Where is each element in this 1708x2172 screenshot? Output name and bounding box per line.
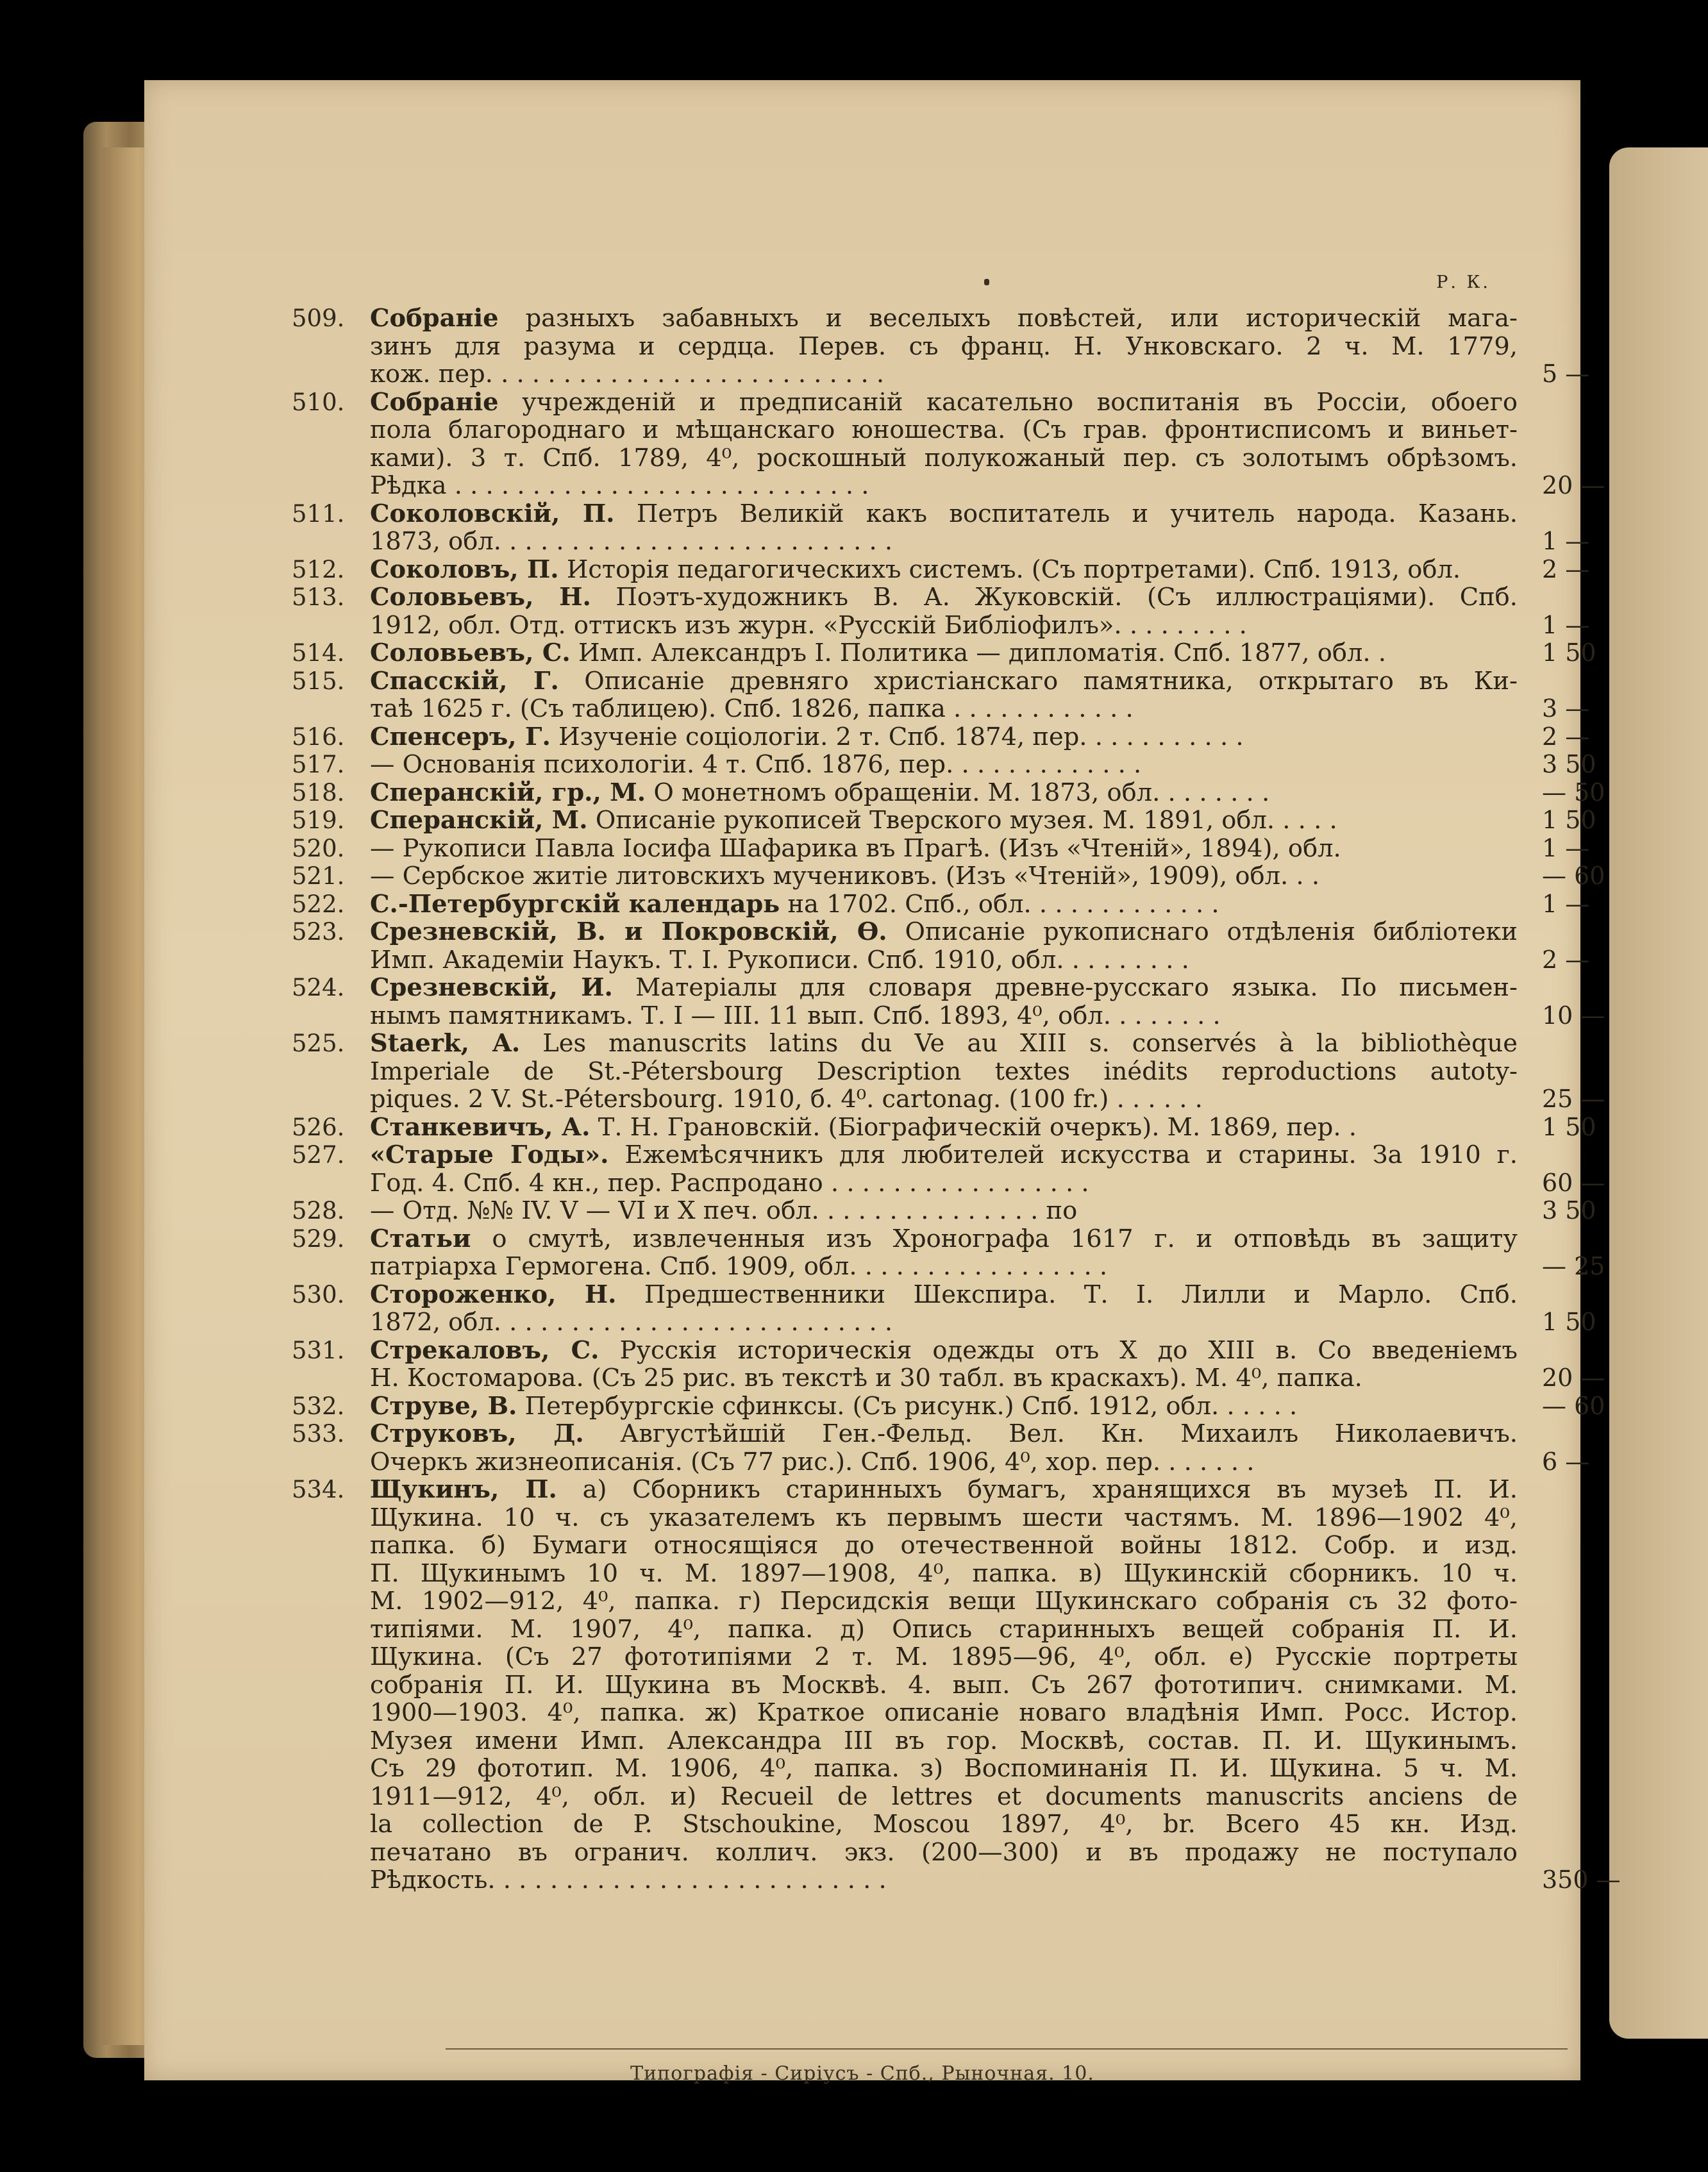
entry-author: Срезневскій, И. [370,974,613,1002]
entry-author: Сперанскій, гр., М. [370,778,646,806]
entry-number: 531. [292,1336,345,1364]
entry-price: 3 50 [1542,1196,1596,1224]
catalog-entries [144,305,1621,1894]
entry-price: 25 — [1542,1085,1605,1113]
ink-mark [984,279,989,285]
entry-price: 3 50 [1542,750,1596,778]
entry-text-line: Стороженко, Н. Предшественники Шекспира. Т. I. Лилли и Марло. Спб. [370,1280,1518,1308]
entry-text-line: печатано въ огранич. коллич. экз. (200—300) и въ продажу не поступало [370,1838,1518,1866]
entry-author: «Старые Годы». [370,1141,609,1169]
catalog-entry [144,1336,1605,1392]
entry-text-line: кож. пер. . . . . . . . . . . . . . . . . . . . . . . . . . [370,360,885,388]
entry-author: Собраніе [370,305,499,333]
entry-text-line: Музея имени Имп. Александра III въ гор. Москвѣ, состав. П. И. Щукинымъ. [370,1726,1518,1755]
entry-number: 524. [292,974,345,1001]
entry-text-line: Рѣдка . . . . . . . . . . . . . . . . . . . . . . . . . . . [370,472,869,500]
catalog-entry [144,388,1605,500]
entry-number: 520. [292,834,345,862]
entry-text-line: М. 1902—912, 4⁰, папка. г) Персидскія вещи Щукинскаго собранія съ 32 фото- [370,1587,1518,1616]
entry-number: 532. [292,1392,345,1420]
entry-text-line: Очеркъ жизнеописанія. (Съ 77 рис.). Спб. 1906, 4⁰, хор. пер. . . . . . . [370,1448,1255,1476]
entry-text-line: — Сербское житіе литовскихъ мучениковъ. (Изъ «Чтеній», 1909), обл. . . [370,862,1320,890]
entry-number: 529. [292,1224,345,1253]
entry-number: 521. [292,862,345,890]
entry-author: Срезневскій, В. и Покровскій, Ѳ. [370,918,887,946]
entry-text-line: Staerk, A. Les manuscrits latins du Ve au XIII s. conservés à la bibliothèque [370,1030,1518,1058]
entry-price: 2 — [1542,945,1590,974]
entry-text-line: Соколовскій, П. Петръ Великій какъ воспитатель и учитель народа. Казань. [370,499,1518,528]
catalog-entry [144,862,1605,890]
entry-text-line: Соловьевъ, Н. Поэтъ-художникъ В. А. Жуковскій. (Съ иллюстраціями). Спб. [370,583,1518,612]
entry-number: 515. [292,667,345,695]
entry-text-line: ками). 3 т. Спб. 1789, 4⁰, роскошный полукожаный пер. съ золотымъ обрѣзомъ. [370,444,1518,472]
entry-price: 3 — [1542,694,1590,723]
entry-text-line: Imperiale de St.-Pétersbourg Description textes inédits reproductions autoty- [370,1057,1518,1085]
entry-number: 513. [292,583,345,611]
catalog-entry [144,499,1590,556]
entry-text-line: Струковъ, Д. Августѣйшій Ген.-Фельд. Вел. Кн. Михаилъ Николаевичъ. [370,1420,1518,1448]
footer-rule [446,2048,1568,2050]
entry-price: — 25 [1542,1252,1605,1280]
catalog-entry [144,1030,1605,1114]
printer-imprint: Типографія - Сиріусъ - Спб., Рыночная. 10. [630,2062,1094,2085]
entry-price: 350 — [1542,1866,1621,1894]
entry-text-line: 1872, обл. . . . . . . . . . . . . . . . . . . . . . . . . . [370,1308,893,1337]
entry-author: Соловьевъ, Н. [370,583,591,612]
entry-author: Сперанскій, М. [370,806,588,835]
entry-text-line: — Рукописи Павла Іосифа Шафарика въ Прагѣ. (Изъ «Чтеній», 1894), обл. [370,834,1341,862]
entry-text-line: 1873, обл. . . . . . . . . . . . . . . . . . . . . . . . . . [370,528,893,556]
entry-text-line: патріарха Гермогена. Спб. 1909, обл. . . . . . . . . . . . . . . . . [370,1253,1108,1281]
entry-author: Струковъ, Д. [370,1420,584,1448]
entry-price: 2 — [1542,722,1590,751]
catalog-entry [144,1112,1596,1142]
catalog-entry [144,1196,1596,1225]
entry-author: Щукинъ, П. [370,1476,557,1504]
catalog-entry [144,1141,1605,1197]
catalog-entry [144,667,1590,723]
entry-text-line: Стрекаловъ, С. Русскія историческія одежды отъ X до XIII в. Со введеніемъ [370,1336,1518,1364]
catalog-entry [144,778,1605,807]
entry-price: 5 — [1542,360,1590,388]
entry-price: 1 — [1542,833,1590,862]
entry-author: Станкевичъ, А. [370,1113,590,1141]
entry-text-line: Собраніе разныхъ забавныхъ и веселыхъ повѣстей, или историческій мага- [370,305,1518,333]
entry-author: Спенсеръ, Г. [370,723,551,751]
entry-text-line: Сперанскій, М. Описаніе рукописей Тверского музея. М. 1891, обл. . . . . [370,806,1337,835]
catalog-entry [144,750,1596,779]
catalog-entry [144,1280,1596,1337]
entry-text-line: Собраніе учрежденій и предписаній касательно воспитанія въ Россіи, обоего [370,388,1518,416]
entry-price: 1 50 [1542,1308,1596,1336]
entry-text-line: Щукина. (Съ 27 фототипіями 2 т. М. 1895—96, 4⁰, обл. е) Русскіе портреты [370,1643,1518,1671]
entry-text-line: типіями. М. 1907, 4⁰, папка. д) Опись старинныхъ вещей собранія П. И. [370,1615,1518,1643]
entry-text-line: Соколовъ, П. Исторія педагогическихъ системъ. (Съ портретами). Спб. 1913, обл. [370,555,1461,583]
entry-author: Соловьевъ, С. [370,639,571,667]
entry-author: Соколовъ, П. [370,555,559,583]
entry-price: 1 — [1542,527,1590,555]
catalog-entry [144,918,1590,974]
catalog-entry [144,806,1596,835]
entry-price: 1 50 [1542,1112,1596,1141]
catalog-entry [144,722,1590,751]
entry-price: 10 — [1542,1001,1605,1030]
entry-number: 510. [292,388,345,416]
entry-text-line: 1900—1903. 4⁰, папка. ж) Краткое описаніе новаго владѣнія Имп. Росс. Истор. [370,1699,1518,1727]
entry-number: 511. [292,499,345,528]
entry-text-line: «Старые Годы». Ежемѣсячникъ для любителей искусства и старины. За 1910 г. [370,1141,1518,1169]
entry-price: — 60 [1542,862,1605,890]
entry-author: Staerk, A. [370,1030,521,1058]
entry-number: 522. [292,890,345,918]
entry-text-line: Сперанскій, гр., М. О монетномъ обращеніи. М. 1873, обл. . . . . . . . [370,778,1270,806]
entry-text-line: Статьи о смутѣ, извлеченныя изъ Хронографа 1617 г. и отповѣдь въ защиту [370,1224,1518,1253]
entry-author: С.-Петербургскій календарь [370,890,780,918]
entry-number: 509. [292,305,345,332]
entry-author: Статьи [370,1224,471,1253]
entry-price: 20 — [1542,471,1605,499]
entry-text-line: Щукина. 10 ч. съ указателемъ къ первымъ шести частямъ. М. 1896—1902 4⁰, [370,1503,1518,1532]
entry-text-line: Струве, В. Петербургскіе сфинксы. (Съ рисунк.) Спб. 1912, обл. . . . . . [370,1392,1298,1420]
entry-number: 518. [292,778,345,806]
entry-price: 1 — [1542,889,1590,918]
entry-text-line: П. Щукинымъ 10 ч. М. 1897—1908, 4⁰, папка. в) Щукинскій сборникъ. 10 ч. [370,1559,1518,1587]
entry-text-line: Спасскій, Г. Описаніе древняго христіанскаго памятника, открытаго въ Ки- [370,667,1518,695]
entry-text-line: la collection de P. Stschoukine, Moscou 1897, 4⁰, br. Всего 45 кн. Изд. [370,1810,1518,1839]
entry-price: 2 — [1542,555,1590,583]
entry-text-line: Станкевичъ, А. Т. Н. Грановскій. (Біографическій очеркъ). М. 1869, пер. . [370,1113,1357,1141]
entry-text-line: таѣ 1625 г. (Съ таблицею). Спб. 1826, папка . . . . . . . . . . . . [370,695,1134,723]
entry-author: Струве, В. [370,1392,517,1420]
catalog-entry [144,889,1590,919]
catalog-entry [144,305,1590,388]
entry-number: 523. [292,918,345,946]
catalog-entry [144,1420,1590,1476]
entry-price: 20 — [1542,1364,1605,1392]
entry-text-line: Соловьевъ, С. Имп. Александръ I. Политика — дипломатія. Спб. 1877, обл. . [370,639,1386,667]
entry-text-line: Год. 4. Спб. 4 кн., пер. Распродано . . . . . . . . . . . . . . . . . [370,1169,1089,1197]
entry-text-line: Н. Костомарова. (Съ 25 рис. въ текстѣ и 30 табл. въ краскахъ). М. 4⁰, папка. [370,1364,1362,1392]
entry-text-line: Съ 29 фототип. М. 1906, 4⁰, папка. з) Воспоминанія П. И. Щукина. 5 ч. М. [370,1755,1518,1783]
entry-text-line: Срезневскій, И. Матеріалы для словаря древне-русскаго языка. По письмен- [370,974,1518,1002]
entry-author: Стрекаловъ, С. [370,1336,599,1364]
entry-text-line: Имп. Академіи Наукъ. Т. I. Рукописи. Спб. 1910, обл. . . . . . . . . [370,946,1189,974]
entry-price: 1 50 [1542,639,1596,667]
catalog-entry [144,583,1590,639]
entry-text-line: Спенсеръ, Г. Изученіе соціологіи. 2 т. Спб. 1874, пер. . . . . . . . . . . [370,723,1244,751]
entry-number: 525. [292,1030,345,1057]
entry-number: 526. [292,1113,345,1141]
catalog-entry [144,833,1590,863]
entry-price: — 60 [1542,1391,1605,1420]
catalog-page [144,80,1621,2085]
catalog-entry [144,639,1596,667]
entry-text-line: Рѣдкость. . . . . . . . . . . . . . . . . . . . . . . . . . [370,1866,887,1894]
entry-number: 533. [292,1420,345,1448]
entry-text-line: пола благороднаго и мѣщанскаго юношества. (Съ грав. фронтисписомъ и виньет- [370,416,1518,444]
entry-price: 6 — [1542,1447,1590,1476]
entry-text-line: — Основанія психологіи. 4 т. Спб. 1876, пер. . . . . . . . . . . . . [370,751,1142,779]
entry-text-line: 1912, обл. Отд. оттискъ изъ журн. «Русскій Библіофилъ». . . . . . . . . [370,611,1247,639]
entry-author: Собраніе [370,388,499,416]
entry-author: Стороженко, Н. [370,1280,617,1308]
entry-number: 528. [292,1197,345,1224]
entry-text-line: 1911—912, 4⁰, обл. и) Recueil de lettres et documents manuscrits anciens de [370,1782,1518,1810]
entry-text-line: — Отд. №№ IV. V — VI и X печ. обл. . . . . . . . . . . . . . . по [370,1197,1078,1225]
entry-text-line: piques. 2 V. St.-Pétersbourg. 1910, б. 4⁰. cartonag. (100 fr.) . . . . . . [370,1085,1203,1114]
entry-author: Соколовскій, П. [370,499,615,528]
entry-number: 530. [292,1280,345,1308]
entry-author: Спасскій, Г. [370,667,559,695]
entry-price: 1 — [1542,610,1590,639]
catalog-entry [144,555,1590,584]
entry-number: 527. [292,1141,345,1169]
entry-text-line: нымъ памятникамъ. Т. I — III. 11 вып. Спб. 1893, 4⁰, обл. . . . . . . . [370,1001,1221,1030]
entry-number: 519. [292,806,345,834]
catalog-entry [144,974,1605,1030]
entry-price: — 50 [1542,778,1605,806]
entry-text-line: Щукинъ, П. а) Сборникъ старинныхъ бумагъ, хранящихся въ музеѣ П. И. [370,1476,1518,1504]
entry-text-line: С.-Петербургскій календарь на 1702. Спб., обл. . . . . . . . . . . . . [370,890,1219,918]
entry-number: 512. [292,555,345,583]
entry-text-line: зинъ для разума и сердца. Перев. съ франц. Н. Унковскаго. 2 ч. М. 1779, [370,332,1518,360]
entry-text-line: собранія П. И. Щукина въ Москвѣ. 4. вып. Съ 267 фототипич. снимками. М. [370,1671,1518,1699]
entry-price: 60 — [1542,1168,1605,1197]
entry-text-line: папка. б) Бумаги относящіяся до отечественной войны 1812. Собр. и изд. [370,1532,1518,1560]
catalog-entry [144,1224,1605,1281]
entry-number: 516. [292,723,345,751]
entry-number: 517. [292,751,345,778]
entry-number: 534. [292,1476,345,1503]
entry-price: 1 50 [1542,806,1596,834]
currency-header: Р. К. [1436,272,1491,292]
catalog-entry [144,1476,1621,1894]
entry-text-line: Срезневскій, В. и Покровскій, Ѳ. Описаніе рукописнаго отдѣленія библіотеки [370,918,1518,946]
entry-number: 514. [292,639,345,667]
catalog-entry [144,1391,1605,1421]
